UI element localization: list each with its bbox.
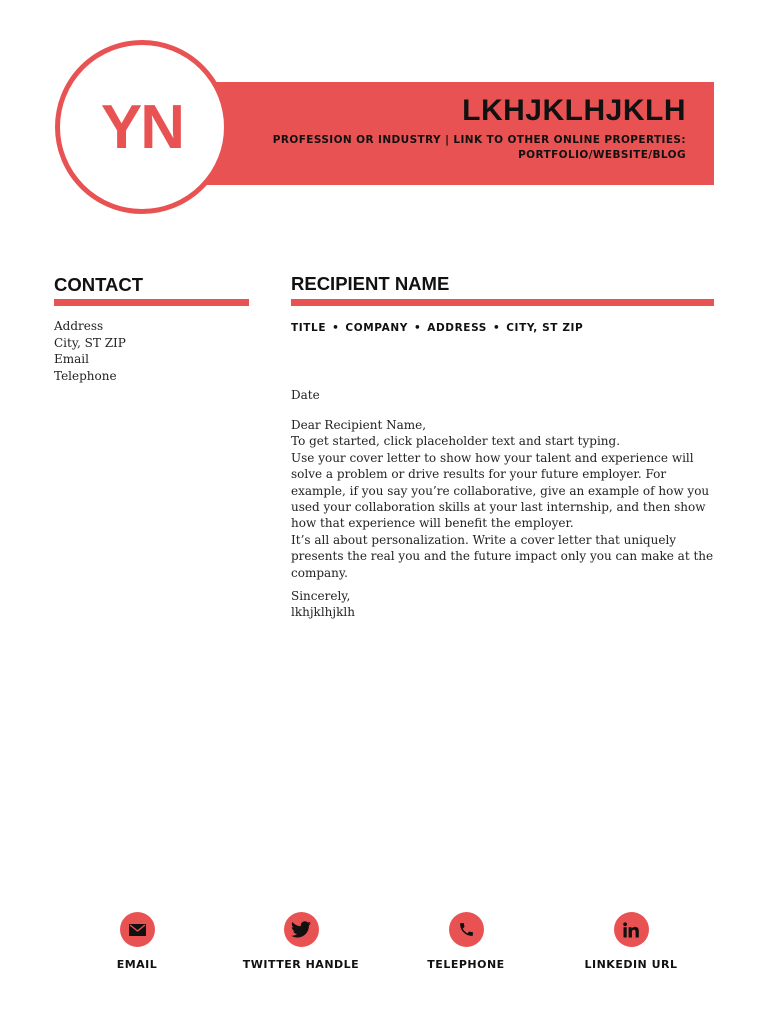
- recipient-details: [291, 322, 583, 334]
- applicant-name[interactable]: LKHJKLHJKLH: [462, 94, 686, 127]
- footer-telephone-label: TELEPHONE: [427, 958, 505, 971]
- letter-date[interactable]: Date: [291, 388, 320, 402]
- footer-linkedin[interactable]: [541, 912, 721, 971]
- footer-telephone[interactable]: [376, 912, 556, 971]
- footer-twitter[interactable]: [211, 912, 391, 971]
- contact-list: [54, 318, 126, 385]
- email-icon: [120, 912, 155, 947]
- letter-paragraph[interactable]: Use your cover letter to show how your talent and experience will solve a problem or drive results for your future employer. For example, if you say you’re collaborative, give an example of how you used your collaboration skills at your last internship, and then show how that experience will benefit the employer.: [291, 450, 710, 531]
- applicant-tagline[interactable]: PROFESSION OR INDUSTRY | LINK TO OTHER ONLINE PROPERTIES: PORTFOLIO/WEBSITE/BLOG: [272, 134, 686, 161]
- phone-icon: [449, 912, 484, 947]
- recipient-heading[interactable]: RECIPIENT NAME: [291, 273, 450, 294]
- recipient-title[interactable]: TITLE: [291, 322, 327, 334]
- letter-body: [291, 417, 716, 581]
- footer-email-label: EMAIL: [116, 958, 158, 971]
- footer-email[interactable]: [47, 912, 227, 971]
- meta-separator: •: [492, 322, 501, 334]
- recipient-address[interactable]: ADDRESS: [427, 322, 487, 334]
- monogram-initials[interactable]: YN: [100, 93, 184, 162]
- contact-email[interactable]: Email: [54, 352, 89, 367]
- recipient-company[interactable]: COMPANY: [345, 322, 408, 334]
- header-banner: [190, 82, 714, 185]
- linkedin-icon: [614, 912, 649, 947]
- contact-telephone[interactable]: Telephone: [54, 369, 117, 384]
- footer-linkedin-label: LINKEDIN URL: [584, 958, 678, 971]
- monogram-badge: [55, 40, 229, 214]
- letter-salutation[interactable]: Dear Recipient Name,: [291, 418, 427, 432]
- letter-closing[interactable]: Sincerely,: [291, 589, 351, 603]
- contact-heading[interactable]: CONTACT: [54, 274, 144, 295]
- letter-signoff: [291, 588, 716, 621]
- footer-twitter-label: TWITTER HANDLE: [242, 958, 360, 971]
- letter-paragraph[interactable]: It’s all about personalization. Write a cover letter that uniquely presents the real you and the future impact only you can make at the company.: [291, 532, 714, 580]
- contact-city[interactable]: City, ST ZIP: [54, 335, 126, 350]
- contact-divider: [54, 299, 249, 306]
- twitter-icon: [284, 912, 319, 947]
- recipient-divider: [291, 299, 714, 306]
- letter-paragraph[interactable]: To get started, click placeholder text and start typing.: [291, 434, 621, 449]
- contact-address[interactable]: Address: [54, 319, 104, 333]
- letter-signature[interactable]: lkhjklhjklh: [291, 605, 355, 620]
- recipient-city[interactable]: CITY, ST ZIP: [506, 322, 584, 334]
- meta-separator: •: [413, 322, 422, 334]
- meta-separator: •: [332, 322, 340, 334]
